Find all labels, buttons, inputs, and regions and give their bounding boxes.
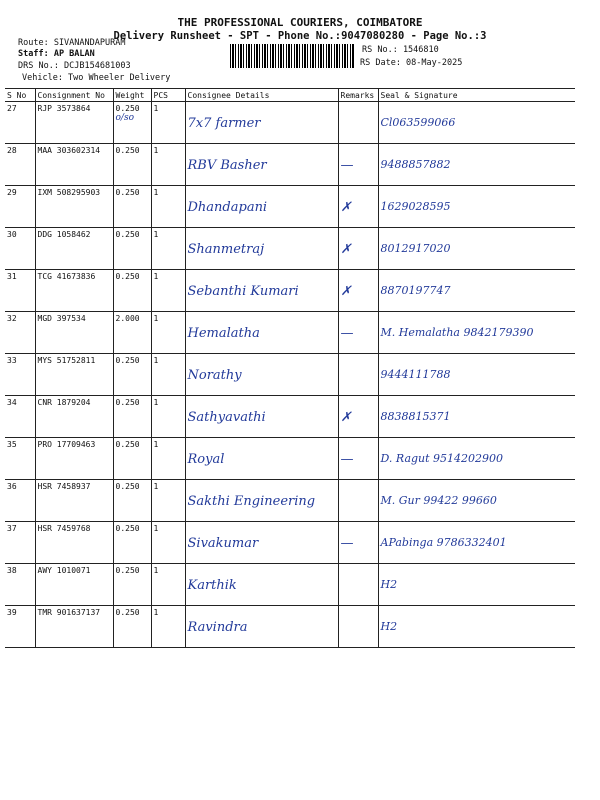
signature-cell <box>378 186 575 228</box>
remarks-cell-handwriting: — <box>340 452 354 467</box>
pcs-cell: 1 <box>151 480 185 522</box>
consignment-cell: IXM 508295903 <box>35 186 113 228</box>
consignee-cell-handwriting: Ravindra <box>187 620 248 635</box>
signature-cell-handwriting: APabinga 9786332401 <box>380 536 507 549</box>
sno-cell: 27 <box>5 102 35 144</box>
consignee-cell-handwriting: Hemalatha <box>187 326 260 341</box>
pcs-cell: 1 <box>151 522 185 564</box>
signature-cell <box>378 144 575 186</box>
consignee-cell-handwriting: 7x7 farmer <box>187 116 261 131</box>
table-row <box>5 606 575 648</box>
table-row <box>5 522 575 564</box>
weight-cell: 0.250 <box>113 522 151 564</box>
remarks-cell-handwriting: — <box>340 536 354 551</box>
sno-cell: 39 <box>5 606 35 648</box>
weight-cell: 0.250 <box>113 564 151 606</box>
consignment-cell: PRO 17709463 <box>35 438 113 480</box>
pcs-cell: 1 <box>151 354 185 396</box>
consignment-cell: RJP 3573864 <box>35 102 113 144</box>
consignee-cell-handwriting: Dhandapani <box>187 200 268 215</box>
pcs-cell: 1 <box>151 144 185 186</box>
table-header-row <box>5 89 575 102</box>
consignment-cell: HSR 7459768 <box>35 522 113 564</box>
table-row <box>5 480 575 522</box>
table-row <box>5 228 575 270</box>
weight-cell: 0.250 <box>113 480 151 522</box>
consignee-cell <box>185 186 338 228</box>
consignment-cell: AWY 1010071 <box>35 564 113 606</box>
weight-cell <box>113 102 151 144</box>
weight-note-handwriting: o/so <box>115 113 134 123</box>
signature-cell <box>378 564 575 606</box>
rs-date-label: RS Date: 08-May-2025 <box>360 58 463 68</box>
remarks-cell <box>338 354 378 396</box>
sno-cell: 37 <box>5 522 35 564</box>
pcs-cell: 1 <box>151 102 185 144</box>
remarks-cell <box>338 312 378 354</box>
signature-cell <box>378 606 575 648</box>
vehicle-label: Vehicle: Two Wheeler Delivery <box>22 73 171 83</box>
rs-no-label: RS No.: 1546810 <box>362 45 439 55</box>
consignee-cell-handwriting: Sivakumar <box>187 536 259 551</box>
table-row <box>5 354 575 396</box>
remarks-cell <box>338 396 378 438</box>
remarks-cell-handwriting: ✗ <box>340 410 352 425</box>
remarks-cell <box>338 438 378 480</box>
signature-cell <box>378 270 575 312</box>
col-remarks: Remarks <box>338 89 378 102</box>
table-row <box>5 144 575 186</box>
remarks-cell-handwriting: — <box>340 326 354 341</box>
consignee-cell <box>185 102 338 144</box>
sno-cell: 38 <box>5 564 35 606</box>
sno-cell: 28 <box>5 144 35 186</box>
consignee-cell <box>185 270 338 312</box>
consignment-cell: DDG 1058462 <box>35 228 113 270</box>
weight-value: 0.250 <box>115 104 140 113</box>
col-sno: S No <box>5 89 35 102</box>
table-row <box>5 312 575 354</box>
barcode-image <box>230 44 355 68</box>
consignee-cell-handwriting: Royal <box>187 452 225 467</box>
consignee-cell <box>185 228 338 270</box>
pcs-cell: 1 <box>151 270 185 312</box>
consignee-cell <box>185 522 338 564</box>
company-title: THE PROFESSIONAL COURIERS, COIMBATORE <box>177 16 423 29</box>
pcs-cell: 1 <box>151 438 185 480</box>
sno-cell: 36 <box>5 480 35 522</box>
consignee-cell-handwriting: Sakthi Engineering <box>187 494 316 509</box>
weight-cell: 2.000 <box>113 312 151 354</box>
sno-cell: 29 <box>5 186 35 228</box>
pcs-cell: 1 <box>151 312 185 354</box>
signature-cell <box>378 312 575 354</box>
remarks-cell <box>338 228 378 270</box>
signature-cell-handwriting: D. Ragut 9514202900 <box>380 452 504 465</box>
consignment-cell: HSR 7458937 <box>35 480 113 522</box>
remarks-cell-handwriting: ✗ <box>340 242 352 257</box>
weight-cell: 0.250 <box>113 354 151 396</box>
pcs-cell: 1 <box>151 606 185 648</box>
col-weight: Weight <box>113 89 151 102</box>
remarks-cell <box>338 186 378 228</box>
signature-cell-handwriting: 8838815371 <box>380 410 451 423</box>
consignee-cell <box>185 144 338 186</box>
sno-cell: 32 <box>5 312 35 354</box>
runsheet-table <box>5 88 575 648</box>
staff-label: Staff: AP BALAN <box>18 49 95 59</box>
remarks-cell <box>338 522 378 564</box>
signature-cell-handwriting: Cl063599066 <box>380 116 456 129</box>
pcs-cell: 1 <box>151 396 185 438</box>
consignee-cell-handwriting: Shanmetraj <box>187 242 265 257</box>
remarks-cell <box>338 102 378 144</box>
consignment-cell: MGD 397534 <box>35 312 113 354</box>
remarks-cell <box>338 564 378 606</box>
col-consignee: Consignee Details <box>185 89 338 102</box>
drs-label: DRS No.: DCJB154681003 <box>18 61 131 71</box>
weight-cell: 0.250 <box>113 186 151 228</box>
remarks-cell <box>338 270 378 312</box>
consignee-cell-handwriting: Sebanthi Kumari <box>187 284 299 299</box>
signature-cell <box>378 396 575 438</box>
col-consignment: Consignment No <box>35 89 113 102</box>
consignee-cell-handwriting: Norathy <box>187 368 242 383</box>
signature-cell <box>378 522 575 564</box>
sno-cell: 31 <box>5 270 35 312</box>
consignee-cell <box>185 564 338 606</box>
consignment-cell: TMR 901637137 <box>35 606 113 648</box>
table-row <box>5 102 575 144</box>
sno-cell: 35 <box>5 438 35 480</box>
pcs-cell: 1 <box>151 186 185 228</box>
route-label: Route: SIVANANDAPURAM <box>18 38 126 48</box>
remarks-cell <box>338 480 378 522</box>
col-pcs: PCS <box>151 89 185 102</box>
sno-cell: 34 <box>5 396 35 438</box>
table-row <box>5 186 575 228</box>
consignee-cell <box>185 396 338 438</box>
table-row <box>5 438 575 480</box>
sno-cell: 33 <box>5 354 35 396</box>
signature-cell-handwriting: 8870197747 <box>380 284 451 297</box>
weight-cell: 0.250 <box>113 144 151 186</box>
weight-cell: 0.250 <box>113 438 151 480</box>
signature-cell <box>378 438 575 480</box>
table-row <box>5 564 575 606</box>
consignee-cell-handwriting: Karthik <box>187 578 237 593</box>
remarks-cell-handwriting: — <box>340 158 354 173</box>
signature-cell-handwriting: 1629028595 <box>380 200 451 213</box>
consignee-cell <box>185 312 338 354</box>
pcs-cell: 1 <box>151 228 185 270</box>
signature-cell <box>378 480 575 522</box>
table-row <box>5 270 575 312</box>
signature-cell-handwriting: H2 <box>380 620 398 633</box>
signature-cell-handwriting: 9444111788 <box>380 368 451 381</box>
table-row <box>5 396 575 438</box>
consignee-cell <box>185 606 338 648</box>
remarks-cell <box>338 144 378 186</box>
remarks-cell-handwriting: ✗ <box>340 284 352 299</box>
weight-cell: 0.250 <box>113 228 151 270</box>
weight-cell: 0.250 <box>113 396 151 438</box>
remarks-cell <box>338 606 378 648</box>
signature-cell <box>378 354 575 396</box>
consignment-cell: TCG 41673836 <box>35 270 113 312</box>
consignment-cell: MAA 303602314 <box>35 144 113 186</box>
signature-cell <box>378 228 575 270</box>
col-signature: Seal & Signature <box>378 89 575 102</box>
signature-cell <box>378 102 575 144</box>
signature-cell-handwriting: M. Hemalatha 9842179390 <box>380 326 534 339</box>
sno-cell: 30 <box>5 228 35 270</box>
weight-cell: 0.250 <box>113 606 151 648</box>
signature-cell-handwriting: M. Gur 99422 99660 <box>380 494 497 507</box>
consignee-cell-handwriting: Sathyavathi <box>187 410 266 425</box>
consignee-cell <box>185 354 338 396</box>
weight-cell: 0.250 <box>113 270 151 312</box>
runsheet-subtitle: Delivery Runsheet - SPT - Phone No.:9047080280 - Page No.:3 <box>113 30 487 42</box>
consignee-cell <box>185 438 338 480</box>
consignment-cell: MYS 51752811 <box>35 354 113 396</box>
consignment-cell: CNR 1879204 <box>35 396 113 438</box>
consignee-cell <box>185 480 338 522</box>
remarks-cell-handwriting: ✗ <box>340 200 352 215</box>
pcs-cell: 1 <box>151 564 185 606</box>
consignee-cell-handwriting: RBV Basher <box>187 158 267 173</box>
signature-cell-handwriting: 9488857882 <box>380 158 451 171</box>
signature-cell-handwriting: 8012917020 <box>380 242 451 255</box>
signature-cell-handwriting: H2 <box>380 578 398 591</box>
